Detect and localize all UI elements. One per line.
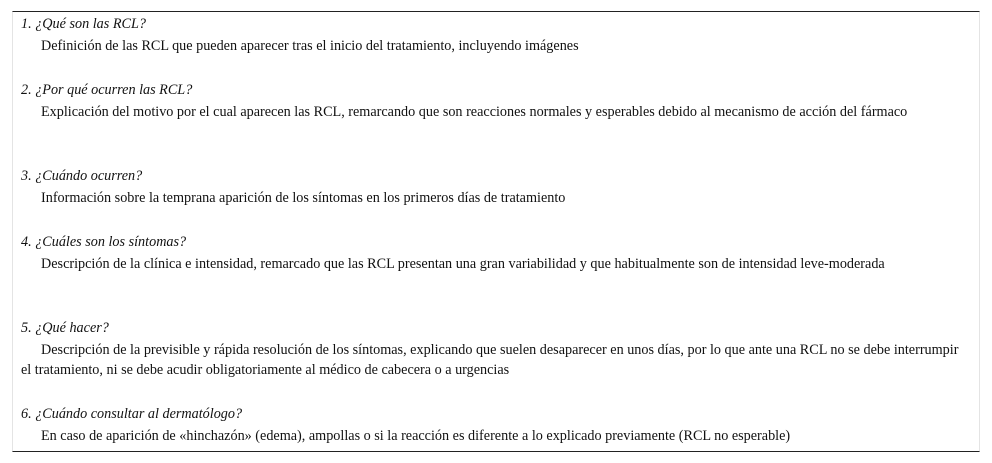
info-table [12,11,980,452]
item-answer: Explicación del motivo por el cual aparecen las RCL, remarcando que son reacciones normales y esperables debido al mecanismo de acción del fármaco [41,104,908,120]
table-row [21,318,971,380]
table-row [21,166,971,208]
item-answer: Información sobre la temprana aparición de los síntomas en los primeros días de tratamiento [41,190,566,206]
table-row [21,80,971,122]
item-question: 3. ¿Cuándo ocurren? [21,168,143,184]
table-row [21,14,971,56]
item-question: 6. ¿Cuándo consultar al dermatólogo? [21,406,243,422]
item-answer: Descripción de la clínica e intensidad, remarcado que las RCL presentan una gran variabilidad y que habitualmente son de intensidad leve-moderada [41,256,885,272]
item-question: 5. ¿Qué hacer? [21,320,109,336]
table-row [21,404,971,446]
item-answer: Descripción de la previsible y rápida resolución de los síntomas, explicando que suelen desaparecer en unos días, por lo que ante una RCL no se debe interrumpir el tratamiento, ni se debe acudir obligatoriamente al médico de cabecera o a urgencias [21,342,959,378]
item-answer: En caso de aparición de «hinchazón» (edema), ampollas o si la reacción es diferente a lo explicado previamente (RCL no esperable) [41,428,791,444]
item-answer: Definición de las RCL que pueden aparecer tras el inicio del tratamiento, incluyendo imágenes [41,38,579,54]
table-row [21,232,971,274]
item-question: 4. ¿Cuáles son los síntomas? [21,234,187,250]
item-question: 1. ¿Qué son las RCL? [21,16,146,32]
item-question: 2. ¿Por qué ocurren las RCL? [21,82,193,98]
